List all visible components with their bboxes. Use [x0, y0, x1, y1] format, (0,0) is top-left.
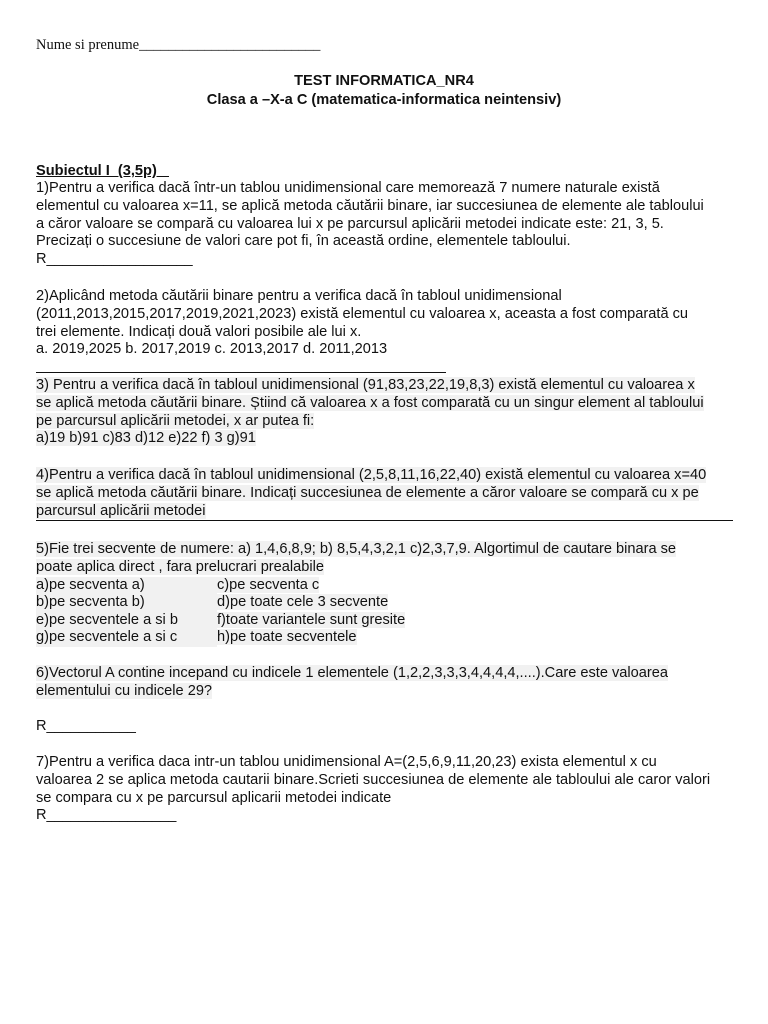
question-1-answer: R__________________	[36, 251, 193, 268]
question-6-answer: R___________	[36, 718, 136, 734]
option-item: c)pe secventa c	[217, 576, 320, 593]
page-subtitle: Clasa a –X-a C (matematica-informatica neintensiv)	[206, 92, 562, 108]
option-item: b)pe secventa b)	[36, 594, 217, 612]
question-2-line: (2011,2013,2015,2017,2019,2021,2023) există elementul cu valoarea x, aceasta a fost comparată cu	[36, 305, 689, 322]
divider-line	[36, 520, 733, 521]
question-3-options: a)19 b)91 c)83 d)12 e)22 f) 3 g)91	[36, 430, 256, 447]
section-title: Subiectul I (3,5p)	[36, 163, 169, 179]
name-line: Nume si prenume_________________________	[36, 37, 321, 53]
question-1-line: Precizați o succesiune de valori care pot fi, în această ordine, elementele tabloului.	[36, 233, 571, 250]
question-7-answer: R________________	[36, 807, 177, 824]
question-5-line: poate aplica direct , fara prelucrari prealabile	[36, 558, 324, 575]
question-4-line: 4)Pentru a verifica dacă în tabloul unidimensional (2,5,8,11,16,22,40) există elementul cu valoarea x=40	[36, 467, 707, 483]
question-4	[36, 467, 706, 520]
question-1-line: 1)Pentru a verifica dacă într-un tablou unidimensional care memorează 7 numere naturale există	[36, 180, 660, 196]
question-2	[36, 288, 688, 359]
question-4-line: se aplică metoda căutării binare. Indicați succesiunea de elemente a căror valoare se compară cu x pe	[36, 484, 699, 501]
question-6-line: 6)Vectorul A contine incepand cu indicele 1 elementele (1,2,2,3,3,3,4,4,4,4,....).Care este valoarea	[36, 665, 668, 681]
option-item: h)pe toate secventele	[217, 629, 357, 646]
option-item: d)pe toate cele 3 secvente	[217, 594, 389, 611]
question-3	[36, 377, 704, 448]
question-2-options: a. 2019,2025 b. 2017,2019 c. 2013,2017 d. 2011,2013	[36, 341, 388, 358]
question-5	[36, 541, 676, 647]
question-6	[36, 665, 668, 701]
question-7-line: 7)Pentru a verifica daca intr-un tablou unidimensional A=(2,5,6,9,11,20,23) exista elementul x cu	[36, 754, 657, 770]
question-2-line: trei elemente. Indicați două valori posibile ale lui x.	[36, 323, 362, 340]
question-3-line: se aplică metoda căutării binare. Știind că valoarea x a fost comparată cu un singur element al tabloului	[36, 394, 704, 411]
divider-line	[36, 372, 446, 373]
option-item: f)toate variantele sunt gresite	[217, 611, 406, 628]
question-6-line: elementului cu indicele 29?	[36, 682, 213, 699]
question-1	[36, 180, 704, 269]
question-3-line: pe parcursul aplicării metodei, x ar putea fi:	[36, 412, 315, 429]
question-1-line: elementul cu valoarea x=11, se aplică metoda căutării binare, iar succesiunea de elemente ale tabloului	[36, 197, 704, 214]
question-5-line: 5)Fie trei secvente de numere: a) 1,4,6,8,9; b) 8,5,4,3,2,1 c)2,3,7,9. Algortimul de cautare binara se	[36, 541, 677, 557]
question-5-options	[36, 577, 676, 647]
question-7-line: se compara cu x pe parcursul aplicarii metodei indicate	[36, 789, 392, 806]
option-item: e)pe secventele a si b	[36, 612, 217, 630]
option-item: g)pe secventele a si c	[36, 629, 217, 647]
question-1-line: a căror valoare se compară cu valoarea lui x pe parcursul aplicării metodei indicate este: 21, 3, 5.	[36, 215, 664, 232]
option-item: a)pe secventa a)	[36, 577, 217, 595]
question-2-line: 2)Aplicând metoda căutării binare pentru a verifica dacă în tabloul unidimensional	[36, 288, 562, 304]
question-3-line: 3) Pentru a verifica dacă în tabloul unidimensional (91,83,23,22,19,8,3) există elementul cu valoarea x	[36, 377, 695, 393]
question-4-line: parcursul aplicării metodei	[36, 502, 206, 519]
page-title: TEST INFORMATICA_NR4	[294, 73, 474, 89]
question-7-line: valoarea 2 se aplica metoda cautarii binare.Scrieti succesiunea de elemente ale tabloului ale caror valori	[36, 771, 711, 788]
question-7	[36, 754, 710, 825]
